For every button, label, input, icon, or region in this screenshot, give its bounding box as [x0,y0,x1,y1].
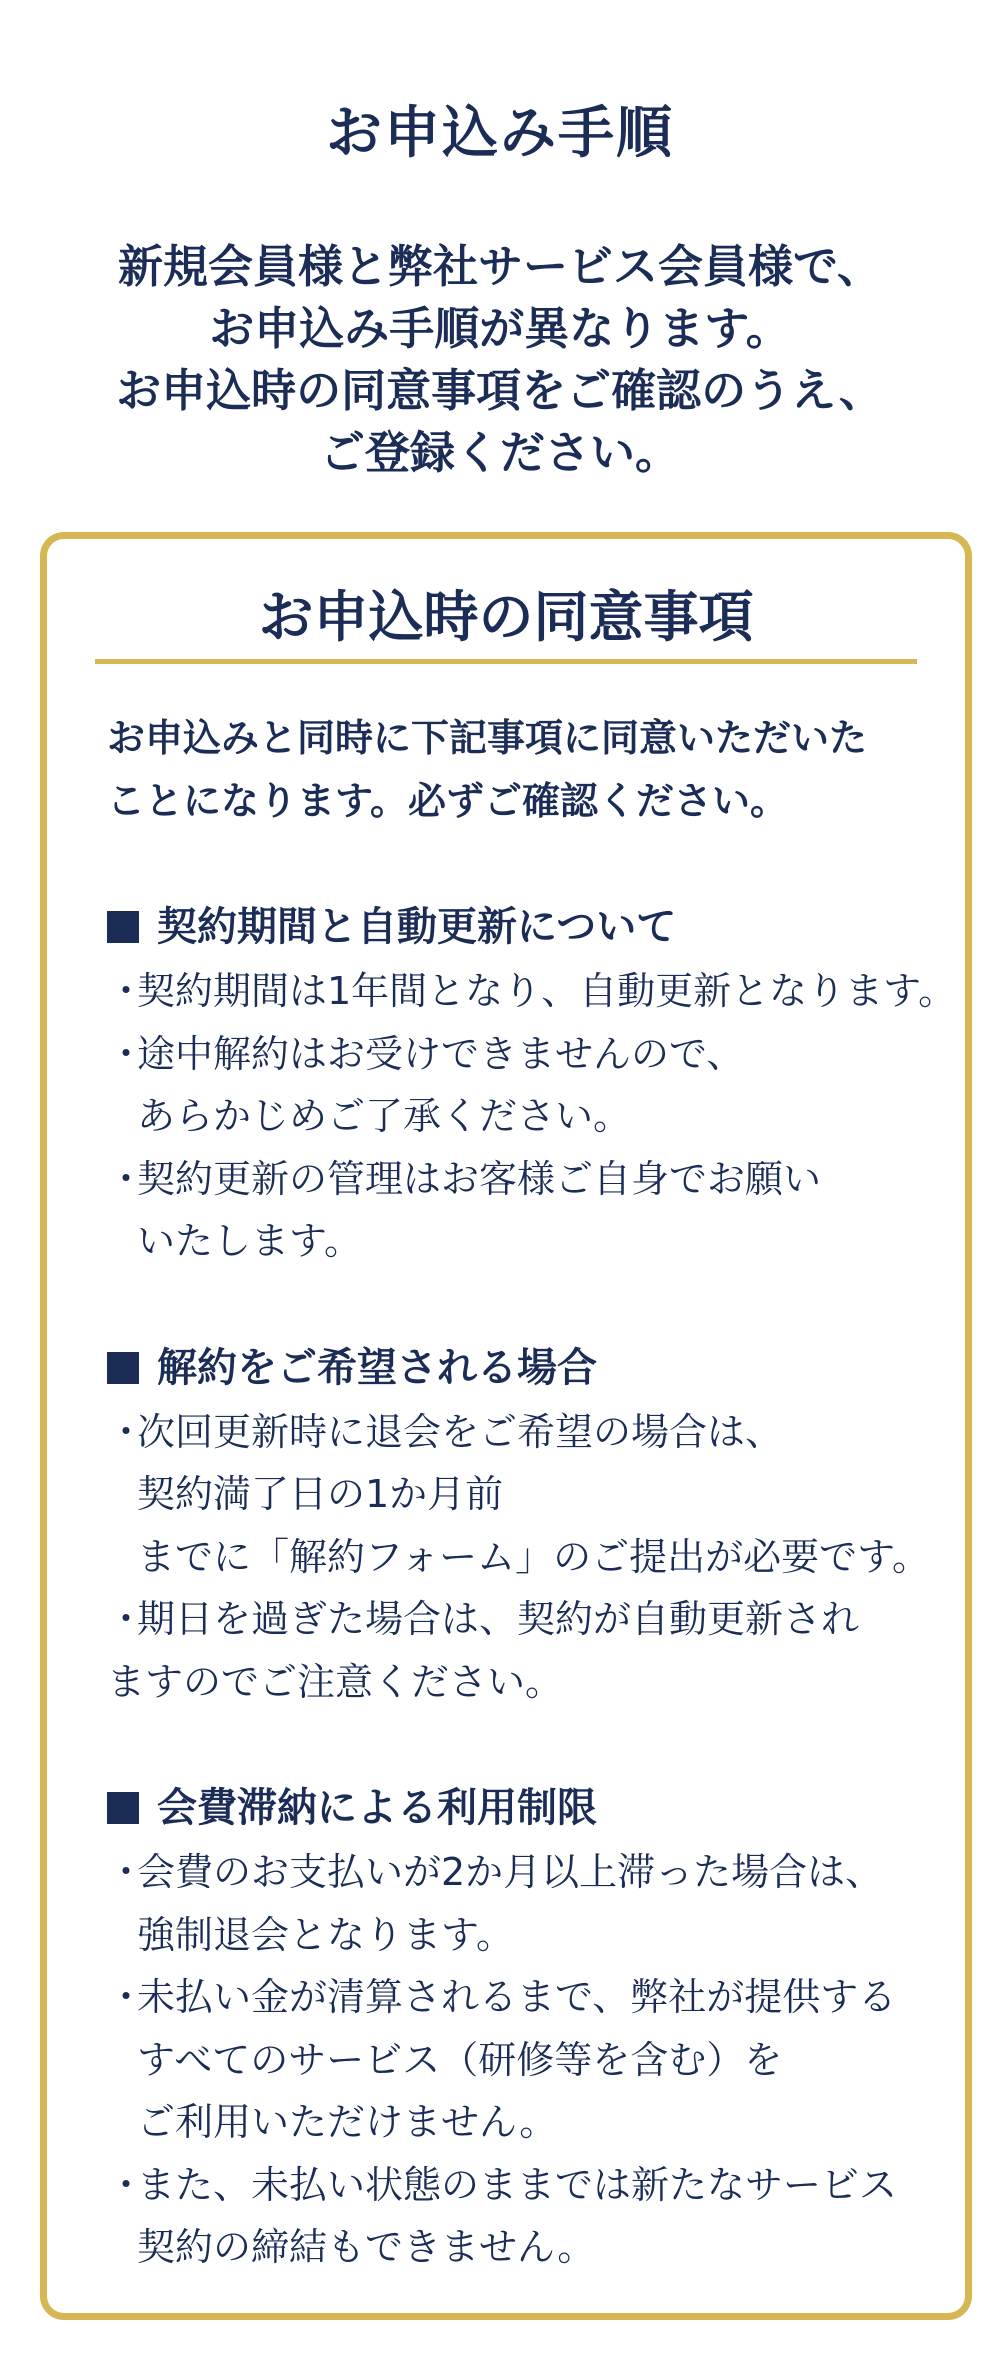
bullet-line: 契約の締結もできません。 [137,2225,596,2269]
bullet-dot-icon: ・ [107,1597,146,1641]
section-heading-text: 会費滞納による利用制限 [157,1785,597,1831]
bullet-line: 途中解約はお受けできませんので、 [137,1031,745,1076]
bullet-line: あらかじめご了承ください。 [137,1094,632,1138]
bullet-item [107,1588,927,1651]
bullet-item [107,1023,927,1148]
agreement-box [40,532,972,2320]
intro-line: お申込時の同意事項をご確認のうえ、 [116,364,884,417]
square-bullet-icon [107,1792,139,1824]
agreement-title: お申込時の同意事項 [258,585,754,649]
bullet-line: また、未払い状態のままでは新たなサービス [137,2162,898,2207]
agreement-lead [107,707,927,832]
bullet-line: 強制退会となります。 [137,1912,514,1957]
bullet-line: 次回更新時に退会をご希望の場合は、 [137,1409,784,1454]
section-fee-delinquency [107,1775,927,2279]
bullet-dot-icon: ・ [107,1156,146,1201]
bullet-line: までに「解約フォーム」のご提出が必要です。 [137,1534,931,1579]
bullet-continuation-line: ますのでご注意ください。 [107,1659,564,1704]
agreement-body [107,707,957,2279]
bullet-item [107,1966,927,2154]
section-contract-period [107,894,957,1273]
section-heading-text: 契約期間と自動更新について [157,904,677,950]
section-heading [107,1775,927,1841]
bullet-dot-icon: ・ [107,1409,146,1454]
title-divider [95,659,917,664]
bullet-dot-icon: ・ [107,1850,146,1894]
intro-line: 新規会員様と弊社サービス会員様で、 [117,240,883,293]
bullet-line: 契約満了日の1か月前 [137,1472,504,1516]
square-bullet-icon [107,911,139,943]
bullet-line: いたします。 [137,1219,362,1263]
bullet-line: ご利用いただけません。 [137,2100,558,2144]
bullet-dot-icon: ・ [107,2162,146,2207]
lead-line: お申込みと同時に下記事項に同意いただいた [107,716,868,760]
square-bullet-icon [107,1352,139,1384]
bullet-line: 会費のお支払いが2か月以上滞った場合は、 [137,1850,884,1894]
bullet-dot-icon: ・ [107,1031,146,1076]
section-cancellation [107,1335,931,1714]
bullet-item [107,2154,927,2279]
section-heading [107,894,927,960]
page-title: お申込み手順 [326,101,674,166]
bullet-dot-icon: ・ [107,1975,146,2019]
bullet-dot-icon: ・ [107,969,146,1013]
bullet-line: 契約更新の管理はお客様ご自身でお願い [137,1156,822,1201]
bullet-line: 契約期間は1年間となり、自動更新となります。 [137,969,957,1013]
intro-line: ご登録ください。 [319,426,680,479]
bullet-item [107,1841,927,1966]
section-heading-text: 解約をご希望される場合 [157,1344,597,1391]
bullet-line: 期日を過ぎた場合は、契約が自動更新され [137,1597,860,1641]
bullet-line: 未払い金が清算されるまで、弊社が提供する [137,1975,897,2019]
intro-line: お申込み手順が異なります。 [209,302,791,355]
bullet-item [107,1148,927,1273]
lead-line: ことになります。必ずご確認ください。 [107,778,788,823]
bullet-item [107,1401,931,1589]
bullet-line: すべてのサービス（研修等を含む）を [137,2037,783,2082]
intro-text [40,236,960,484]
section-heading [107,1335,927,1401]
bullet-item [107,960,957,1023]
